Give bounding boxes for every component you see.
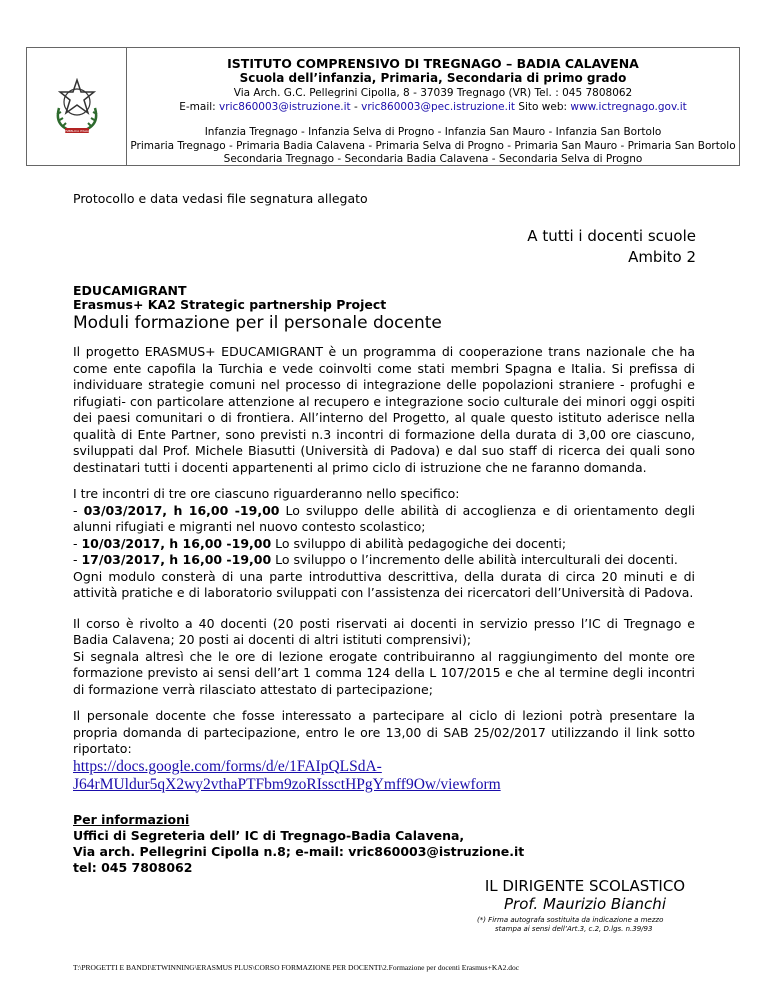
course-paragraph: Il corso è rivolto a 40 docenti (20 posti riservati ai docenti in servizio presso l’IC di Tregnago e Badia Calavena; 20 posti ai docenti di altri istituti comprensivi);	[73, 615, 695, 647]
branches-infanzia: Infanzia Tregnago - Infanzia Selva di Progno - Infanzia San Mauro - Infanzia San Bortolo	[204, 126, 662, 138]
branches-primaria: Primaria Tregnago - Primaria Badia Calavena - Primaria Selva di Progno - Primaria San Mauro - Primaria San Bortolo	[130, 139, 736, 152]
protocol-note: Protocollo e data vedasi file segnatura allegato	[73, 191, 368, 206]
logo-cell	[27, 48, 127, 165]
info-address: Via arch. Pellegrini Cipolla n.8; e-mail: vric860003@istruzione.it	[73, 843, 525, 859]
contact-line: E-mail: vric860003@istruzione.it - vric860003@pec.istruzione.it Sito web: www.ictregnago.gov.it	[179, 101, 687, 113]
intro-paragraph: Il progetto ERASMUS+ EDUCAMIGRANT è un programma di cooperazione trans nazionale che ha come ente capofila la Turchia e vede coinvolti come stati membri Spagna e Italia. Si prefissa di individuare strategie comuni nel processo di integrazione delle popolazioni straniere - profughi e rifugiati- con particolare attenzione al recupero e integrazione socio culturale dei minori oggi ospiti dei paesi comunitari o di frontiera. All’interno del Progetto, al quale questo istituto aderisce nella qualità di Ente Partner, sono previsti n.3 incontri di formazione della durata di 3,00 ore ciascuno, sviluppati dal Prof. Michele Biasutti (Università di Padova) e dal suo staff di ricerca dei quali sono destinatari tutti i docenti appartenenti al primo ciclo di istruzione che ne faranno domanda.	[73, 344, 695, 475]
signature-note-line2: stampa ai sensi dell’Art.3, c.2, D.lgs. n.39/93	[495, 925, 653, 933]
signatory-name: Prof. Maurizio Bianchi	[504, 895, 666, 913]
italian-republic-emblem-icon	[51, 78, 103, 136]
letterhead-text	[127, 48, 739, 167]
email-link[interactable]: vric860003@istruzione.it	[219, 101, 351, 113]
school-address: Via Arch. G.C. Pellegrini Cipolla, 8 - 37039 Tregnago (VR) Tel. : 045 7808062	[233, 87, 633, 99]
project-heading: Moduli formazione per il personale docente	[73, 313, 442, 333]
info-office: Uffici di Segreteria dell’ IC di Tregnago-Badia Calavena,	[73, 827, 465, 843]
info-phone: tel: 045 7808062	[73, 859, 193, 875]
module-paragraph: Ogni modulo consterà di una parte introduttiva descrittiva, della durata di circa 20 minuti e di attività pratiche e di laboratorio sviluppati con l’assistenza dei ricercatori dell’Università di Padova.	[73, 568, 695, 600]
training-hours-paragraph: Si segnala altresì che le ore di lezione erogate contribuiranno al raggiungimento del monte ore formazione previsto ai sensi dell’art 1 comma 124 della L 107/2015 e che al termine degli incontri di formazione verrà rilasciato attestato di partecipazione;	[73, 648, 695, 697]
signature-block	[475, 877, 695, 934]
project-subtitle: Erasmus+ KA2 Strategic partnership Project	[73, 297, 387, 312]
pec-email-link[interactable]: vric860003@pec.istruzione.it	[361, 101, 515, 113]
meeting-3-date: 17/03/2017, h 16,00 -19,00	[81, 552, 272, 567]
svg-text:REPVBBLICA ITALIANA: REPVBBLICA ITALIANA	[60, 129, 94, 133]
meeting-2-date: 10/03/2017, h 16,00 -19,00	[81, 535, 272, 551]
meeting-2: - 10/03/2017, h 16,00 -19,00 Lo sviluppo di abilità pedagogiche dei docenti;	[73, 535, 567, 551]
school-subtitle: Scuola dell’infanzia, Primaria, Secondaria di primo grado	[239, 71, 627, 85]
letterhead	[26, 47, 740, 166]
school-branches	[127, 126, 739, 167]
signature-note-line1: (*) Firma autografa sostituita da indicazione a mezzo	[477, 916, 664, 924]
school-name: ISTITUTO COMPRENSIVO DI TREGNAGO – BADIA CALAVENA	[227, 56, 639, 71]
recipients-line1: A tutti i docenti scuole	[527, 227, 696, 245]
recipients	[527, 226, 696, 268]
recipients-line2: Ambito 2	[628, 248, 696, 266]
project-title: EDUCAMIGRANT	[73, 283, 187, 298]
meeting-1-date: 03/03/2017, h 16,00 -19,00	[83, 502, 280, 518]
website-link[interactable]: www.ictregnago.gov.it	[570, 101, 687, 113]
application-paragraph: Il personale docente che fosse interessato a partecipare al ciclo di lezioni potrà presentare la propria domanda di partecipazione, entro le ore 13,00 di SAB 25/02/2017 utilizzando il link sotto riportato:	[73, 708, 695, 756]
signature-note	[475, 916, 695, 934]
meetings-intro: I tre incontri di tre ore ciascuno riguarderanno nello specifico:	[73, 486, 460, 501]
branches-secondaria: Secondaria Tregnago - Secondaria Badia Calavena - Secondaria Selva di Progno	[223, 153, 643, 165]
signatory-role: IL DIRIGENTE SCOLASTICO	[484, 877, 686, 895]
application-form-link[interactable]: https://docs.google.com/forms/d/e/1FAIpQLSdA-J64rMUldur5qX2wy2vthaPTFbm9zoRIssctHPgYmff9Ow/viewform	[73, 757, 501, 793]
letter-body	[73, 284, 695, 876]
file-path-footer: T:\PROGETTI E BANDI\ETWINNING\ERASMUS PLUS\CORSO FORMAZIONE PER DOCENTI\2.Formazione per docenti Erasmus+KA2.doc	[73, 963, 520, 972]
meeting-1: - 03/03/2017, h 16,00 -19,00 Lo sviluppo delle abilità di accoglienza e di orientamento degli alunni rifugiati e migranti nel nuovo contesto scolastico;	[73, 502, 696, 534]
info-title: Per informazioni	[73, 811, 190, 827]
meeting-3: - 17/03/2017, h 16,00 -19,00 Lo sviluppo o l’incremento delle abilità interculturali dei docenti.	[73, 552, 678, 567]
